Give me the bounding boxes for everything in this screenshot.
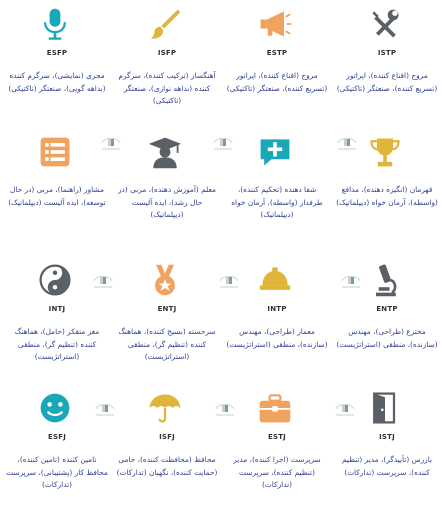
yinyang-icon (34, 262, 76, 298)
microphone-icon (34, 6, 76, 42)
type-description: شفا دهنده (تحکیم کننده)، طرفدار (واسطه)، آرمان خواه (دیپلماتیک) (231, 185, 323, 219)
type-description: بازرس (تأییدگر)، مدیر (تنظیم کننده)، سرپرست (تدارکات) (341, 455, 433, 477)
type-description: سرپرست (اجرا کننده)، مدیر (تنظیم کننده)، سرپرست (تدارکات) (233, 455, 321, 489)
type-description: مجری (نمایشی)، سرگرم کننده (بداهه گویی)، صنعتگر (تاکتیکی) (8, 71, 106, 93)
type-code: ESTP (266, 49, 288, 57)
hardhat-icon (254, 262, 296, 298)
type-code: ISFJ (159, 433, 175, 441)
personality-cell (222, 386, 332, 514)
list-icon (34, 134, 76, 170)
type-code: ESFJ (47, 433, 66, 441)
type-code: ENTJ (157, 305, 177, 313)
personality-cell (2, 2, 112, 130)
type-description: قهرمان (انگیزه دهنده)، مدافع (واسطه)، آرمان خواه (دیپلماتیک) (336, 185, 438, 207)
personality-cell (222, 2, 332, 130)
personality-cell (222, 130, 332, 258)
personality-cell (112, 258, 222, 386)
watermark-icon (94, 400, 116, 418)
personality-cell (112, 130, 222, 258)
type-description: معمار (طراحی)، مهندس (سازنده)، منطقی (استراتژیست) (226, 327, 328, 349)
watermark-icon (92, 272, 114, 290)
personality-cell (2, 130, 112, 258)
type-code: ENTP (376, 305, 398, 313)
type-code: ISTJ (379, 433, 395, 441)
type-code: INTP (267, 305, 287, 313)
type-description: سرحسته (بسیج کننده)، هماهنگ کننده (تنظیم گر)، منطقی (استراتژیست) (118, 327, 216, 361)
type-description: مروج (اقناع کننده)، اپراتور (تسریع کننده)، صنعتگر (تاکتیکی) (336, 71, 438, 93)
type-description: محافظ (محافظت کننده)، حامی (حمایت کننده)، نگهبان (تدارکات) (116, 455, 218, 477)
watermark-icon (334, 400, 356, 418)
personality-cell (112, 2, 222, 130)
paintbrush-icon (144, 6, 186, 42)
type-code: ESFP (46, 49, 68, 57)
watermark-icon (212, 134, 234, 152)
watermark-icon (214, 400, 236, 418)
type-description: معلم (آموزش دهنده)، مربی (در حال رشد)، ایده آلیست (دیپلماتیک) (117, 185, 217, 219)
tools-icon (364, 6, 406, 42)
medal-icon (144, 262, 186, 298)
type-code: ISTP (377, 49, 397, 57)
personality-cell (332, 2, 442, 130)
type-code: INTJ (48, 305, 66, 313)
type-code: ISFP (157, 49, 177, 57)
watermark-icon (336, 134, 358, 152)
personality-cell (112, 386, 222, 514)
smiley-icon (34, 390, 76, 426)
trophy-icon (364, 134, 406, 170)
type-description: مغز متفکر (حامل)، هماهنگ کننده (تنظیم گر)، منطقی (استراتژیست) (14, 327, 100, 361)
type-code: ESTJ (267, 433, 286, 441)
type-description: مخترع (طراحی)، مهندس (سازنده)، منطقی (استراتژیست) (336, 327, 438, 349)
watermark-icon (100, 134, 122, 152)
medical-chat-icon (254, 134, 296, 170)
briefcase-icon (254, 390, 296, 426)
watermark-icon (340, 272, 362, 290)
door-icon (364, 390, 406, 426)
umbrella-icon (144, 390, 186, 426)
watermark-icon (218, 272, 240, 290)
type-description: آهنگساز (ترکیب کننده)، سرگرم کننده (بداهه نوازی)، صنعتگر (تاکتیکی) (118, 71, 216, 105)
microscope-icon (364, 262, 406, 298)
type-description: مروج (اقناع کننده)، اپراتور (تسریع کننده)، صنعتگر (تاکتیکی) (226, 71, 328, 93)
graduate-icon (144, 134, 186, 170)
type-description: تامین کننده (تامین کننده)، محافظ کار (پشتیبانی)، سرپرست (تدارکات) (6, 455, 108, 489)
megaphone-icon (254, 6, 296, 42)
type-description: مشاور (راهنما)، مربی (در حال توسعه)، ایده آلیست (دیپلماتیک) (8, 185, 106, 207)
